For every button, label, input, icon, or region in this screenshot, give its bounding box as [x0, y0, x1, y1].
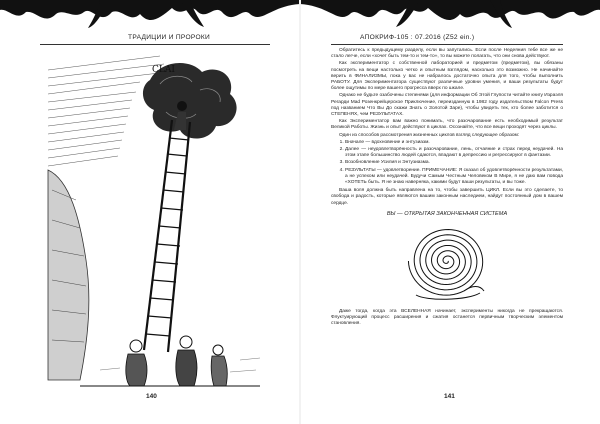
paragraph: Даже тогда, когда эта ВСЕЛЕННАЯ начинает, эксперименты никогда не прекращаются. Флуктуирующий процесс расширения и сжатия останется первичным творческим элементом становления. [331, 309, 563, 327]
illustration-label: CLAI [152, 65, 175, 75]
cycle-list [331, 140, 563, 186]
left-running-header: ТРАДИЦИИ И ПРОРОКИ [128, 34, 211, 41]
shell-figure [331, 221, 563, 303]
section-heading: ВЫ — ОТКРЫТАЯ ЗАКОНЧЕННАЯ СИСТЕМА [386, 210, 508, 217]
paragraph: Как экспериментатор с собственной лабораторией и предметом (предметом), вы обязаны посмотреть на вещи настолько четко и опытным взглядом, насколько это возможно. Не начинайте верить в ФИНАЛИЗМЫ, пока у вас не набралось достаточно опыта для того, чтобы выполнить РАБОТУ. Для Экспериментатора существуют различные уровни умения, и ваши результаты будут более ощутимы по мере вашего прогресса вверх по шкале. [331, 61, 563, 92]
list-item: 3. Возобновление Усилия и Энтузиазма. [345, 160, 563, 166]
list-item: 1. Вначале — вдохновение и энтузиазм. [345, 140, 563, 146]
paragraph: Однако не будьте озабочены степенями (для информации Об Этой Глупости читайте книгу Израэля Регарди Mad Розенкрейцерское Приключение, переизданную в 1982 году издательством Falcon Press под названием Что Вы До скажи Знать о Золотой Заре), чтобы увидеть тех, кто более заботится о СТЕПЕНЯХ, чем РЕЗУЛЬТАТАХ. [331, 93, 563, 118]
right-header-rule [331, 44, 563, 45]
paragraph: Один из способов рассмотрения жизненных циклов взгляд следующее образом: [339, 132, 520, 138]
left-header-rule [40, 44, 270, 45]
list-item: 2. Далее — неудовлетворённость и разочарование, лень, отчаяние и страх перед неудачей. На этом этапе большинство людей сдаются, впадают в депрессию и регрессируют в фантазии. [345, 147, 563, 159]
paragraph: Обратитесь к предыдущему разделу, если вы запутались. Если после Недеяния тебе все же не стало легче, если «хочет быть тем-то и тем-то», то вы можете полагать, что они снова действуют. [331, 48, 563, 60]
list-item: 4. РЕЗУЛЬТАТЫ — удовлетворение. ПРИМЕЧАНИЕ: Я сказал об удовлетворённости результатами, а не успехом или неудачей. Будучи Самым Честным Человеком В Мире, я не даю вам повода «ХОТЕТЬ быть. Я не знаю наверняка, какими будут ваши результаты, и вы тоже. [345, 168, 563, 187]
right-page-number: 141 [444, 393, 455, 400]
left-page-number: 140 [146, 393, 157, 400]
ladder-illustration [40, 50, 266, 388]
paragraph: Как Экспериментатор вам важно понимать, что разочарование есть необходимый результат Великой Работы. Жизнь и опыт действуют в циклах. Осознайте, что все вещи проходят через циклы. [331, 119, 563, 131]
ornament-right-icon [300, 0, 600, 30]
ornament-left-icon [0, 0, 300, 30]
paragraph: Ваша воля должна быть направлена на то, чтобы завершить ЦИКЛ. Если вы это сделаете, то свобода и радость, которые являются вашим законным наследием, найдут постоянный дом в вашем сердце. [331, 188, 563, 206]
right-running-header: АПОКРИФ-105 : 07.2016 (Z52 ein.) [360, 34, 475, 41]
right-body-text [331, 48, 563, 329]
spiral-shell-icon [404, 221, 490, 303]
book-gutter [299, 0, 301, 424]
